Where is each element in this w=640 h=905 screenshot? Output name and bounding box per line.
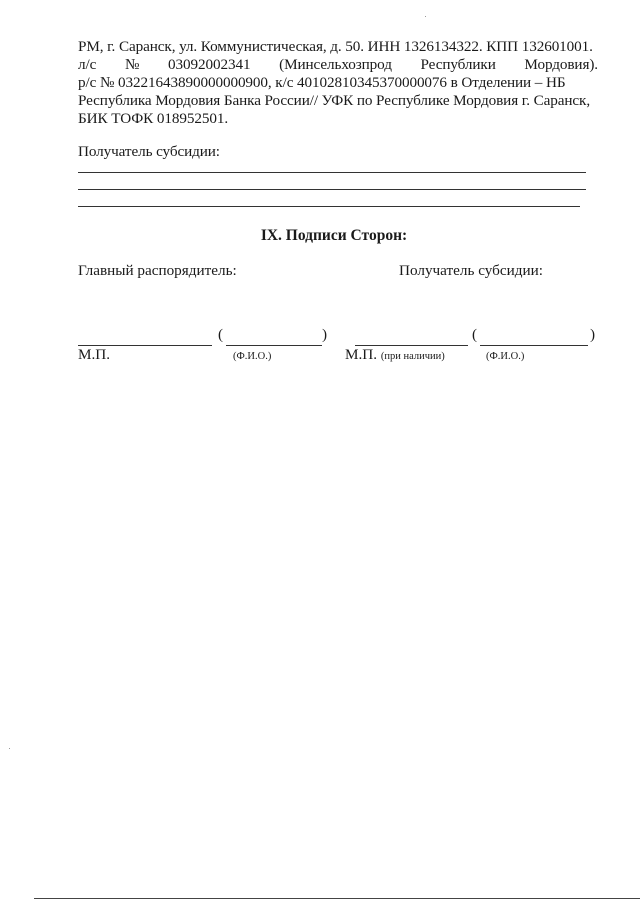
scan-speck (9, 748, 10, 749)
left-stamp-label: М.П. (78, 346, 111, 363)
signatures-heading: IX. Подписи Сторон: (260, 227, 408, 244)
right-stamp-label (345, 346, 445, 364)
bank-details-line-5: БИК ТОФК 018952501. (78, 110, 229, 127)
bank-details-line-3: р/с № 03221643890000000900, к/с 40102810345370000076 в Отделении – НБ (78, 74, 566, 91)
right-fio-line (480, 345, 588, 346)
bank-details-part: Мордовия). (524, 56, 598, 73)
left-party-label: Главный распорядитель: (78, 262, 237, 279)
left-fio-open-paren: ( (218, 326, 224, 343)
left-fio-caption: (Ф.И.О.) (233, 351, 272, 362)
bank-details-line-2 (78, 56, 598, 74)
right-party-label: Получатель субсидии: (399, 262, 543, 279)
recipient-blank-line-2 (78, 189, 586, 190)
scan-speck (425, 16, 426, 17)
bank-details-part: (Минсельхозпрод (279, 56, 392, 73)
bank-details-part: л/с (78, 56, 97, 73)
left-fio-line (226, 345, 322, 346)
bank-details-part: 03092002341 (168, 56, 251, 73)
right-stamp-text: М.П. (345, 346, 378, 363)
right-fio-caption: (Ф.И.О.) (486, 351, 525, 362)
bank-details-line-4: Республика Мордовия Банка России// УФК по Республике Мордовия г. Саранск, (78, 92, 591, 109)
page-bottom-edge (34, 898, 640, 899)
right-stamp-note: (при наличии) (380, 351, 445, 362)
left-fio-close-paren: ) (322, 326, 328, 343)
recipient-label: Получатель субсидии: (78, 143, 220, 160)
right-fio-close-paren: ) (590, 326, 596, 343)
bank-details-part: № (124, 56, 140, 73)
recipient-blank-line-1 (78, 172, 586, 173)
recipient-blank-line-3 (78, 206, 580, 207)
bank-details-part: Республики (420, 56, 496, 73)
right-fio-open-paren: ( (472, 326, 478, 343)
bank-details-line-1: РМ, г. Саранск, ул. Коммунистическая, д. 50. ИНН 1326134322. КПП 132601001. (78, 38, 593, 55)
